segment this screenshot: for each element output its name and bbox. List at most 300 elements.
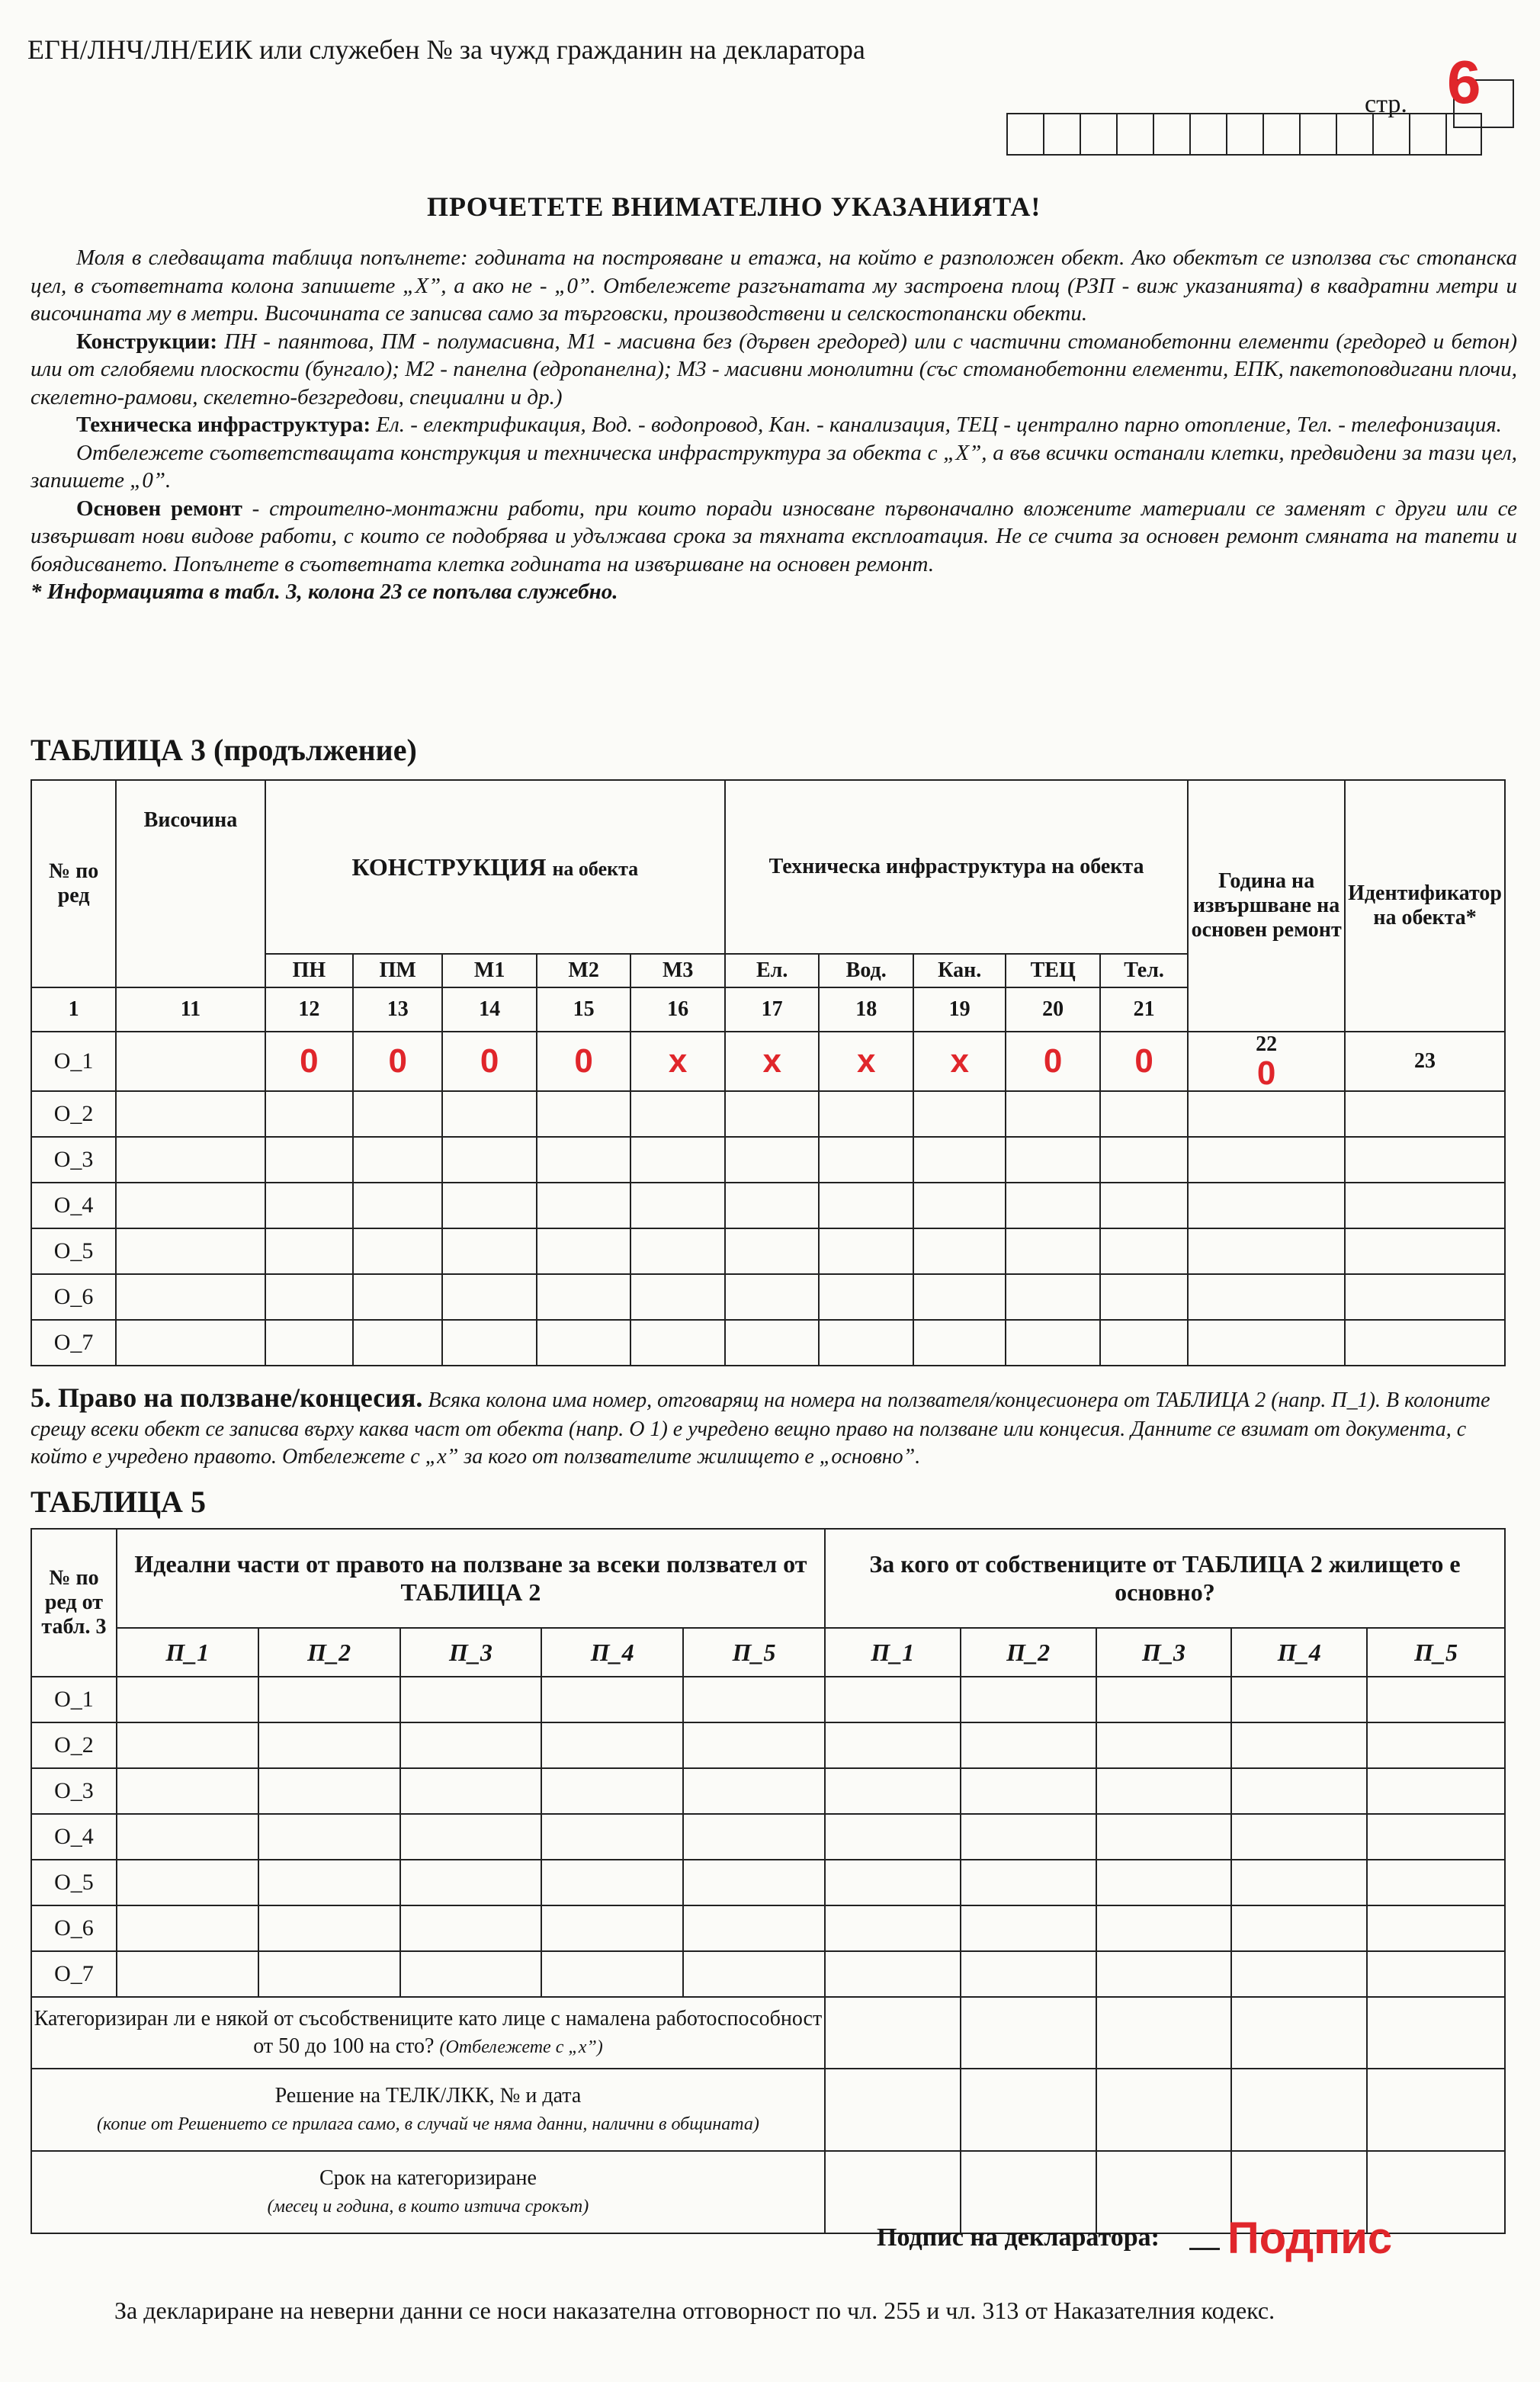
input-cell[interactable] xyxy=(258,1677,400,1722)
input-cell[interactable] xyxy=(117,1905,258,1951)
table-row xyxy=(31,1677,1505,1722)
input-cell[interactable] xyxy=(116,1091,265,1137)
input-cell[interactable] xyxy=(1188,1228,1345,1274)
input-cell[interactable] xyxy=(116,1320,265,1366)
input-cell[interactable] xyxy=(537,1091,631,1137)
input-cell[interactable] xyxy=(265,1091,353,1137)
section5-title: 5. Право на ползване/концесия. xyxy=(30,1382,423,1413)
input-cell[interactable] xyxy=(353,1274,442,1320)
input-cell[interactable] xyxy=(1231,2069,1367,2151)
id-digit-box[interactable] xyxy=(1080,113,1116,156)
input-cell[interactable] xyxy=(117,1814,258,1860)
input-cell[interactable] xyxy=(913,1274,1006,1320)
table-row xyxy=(31,1274,1505,1320)
input-cell[interactable] xyxy=(819,1137,913,1183)
input-cell[interactable] xyxy=(400,1860,542,1905)
input-cell[interactable] xyxy=(258,1768,400,1814)
input-cell[interactable] xyxy=(1367,1814,1505,1860)
id-digit-box[interactable] xyxy=(1226,113,1262,156)
input-cell[interactable] xyxy=(258,1722,400,1768)
table3 xyxy=(30,779,1506,1366)
t3-header-no: № по ред xyxy=(31,780,116,987)
construction-label: Конструкции: xyxy=(76,329,218,354)
t3-header-repair: Година на извършване на основен ремонт xyxy=(1188,780,1345,1032)
t5-header-main: За кого от собствениците от ТАБЛИЦА 2 жилището е основно? xyxy=(825,1529,1505,1628)
disability-question xyxy=(31,1997,825,2069)
input-cell[interactable] xyxy=(541,1722,683,1768)
input-cell[interactable] xyxy=(1367,1768,1505,1814)
row-label: О_1 xyxy=(31,1677,117,1722)
table-row xyxy=(31,1091,1505,1137)
t5-header-parts: Идеални части от правото на ползване за всеки ползвател от ТАБЛИЦА 2 xyxy=(117,1529,825,1628)
input-cell[interactable] xyxy=(400,1677,542,1722)
id-label: ЕГН/ЛНЧ/ЛН/ЕИК или служебен № за чужд гражданин на декларатора xyxy=(27,34,865,65)
input-cell[interactable] xyxy=(1188,1032,1345,1091)
section5-text xyxy=(30,1380,1517,1472)
input-cell[interactable] xyxy=(1231,1768,1367,1814)
t5-col-owner: П_4 xyxy=(1231,1628,1367,1677)
input-cell[interactable] xyxy=(541,1951,683,1997)
t3-col-number: 21 xyxy=(1100,987,1188,1032)
table-row xyxy=(31,1137,1505,1183)
categorization-term xyxy=(31,2151,825,2233)
id-digit-box[interactable] xyxy=(1262,113,1299,156)
categorization-term-note: (месец и година, в които изтича срокът) xyxy=(267,2197,589,2217)
input-cell[interactable] xyxy=(1096,1905,1232,1951)
input-cell[interactable] xyxy=(961,1814,1096,1860)
input-cell[interactable] xyxy=(1096,1860,1232,1905)
t3-col-number: 12 xyxy=(265,987,353,1032)
input-cell[interactable] xyxy=(1188,1091,1345,1137)
input-cell[interactable] xyxy=(819,1274,913,1320)
input-cell[interactable] xyxy=(913,1320,1006,1366)
input-cell[interactable] xyxy=(117,1951,258,1997)
input-cell[interactable] xyxy=(961,2069,1096,2151)
t3-col-number: 23 xyxy=(1414,1049,1436,1073)
table-row xyxy=(31,1905,1505,1951)
t5-col-user: П_4 xyxy=(541,1628,683,1677)
input-cell[interactable] xyxy=(265,1228,353,1274)
input-cell[interactable] xyxy=(400,1814,542,1860)
input-cell[interactable] xyxy=(1096,1722,1232,1768)
input-cell[interactable] xyxy=(961,1722,1096,1768)
input-cell[interactable] xyxy=(1100,1137,1188,1183)
t3-header-infra: Техническа инфраструктура на обекта xyxy=(725,780,1188,954)
input-cell[interactable] xyxy=(683,1768,825,1814)
id-digit-box[interactable] xyxy=(1299,113,1336,156)
input-cell[interactable] xyxy=(400,1768,542,1814)
input-cell[interactable] xyxy=(1231,1951,1367,1997)
table-row xyxy=(31,1722,1505,1768)
input-cell[interactable] xyxy=(913,1091,1006,1137)
input-cell[interactable] xyxy=(1006,1091,1100,1137)
input-cell[interactable] xyxy=(116,1228,265,1274)
row-label: О_2 xyxy=(31,1091,116,1137)
instructions-p5 xyxy=(30,495,1517,579)
id-digit-box[interactable] xyxy=(1116,113,1153,156)
input-cell[interactable] xyxy=(913,1137,1006,1183)
input-cell[interactable] xyxy=(1231,1814,1367,1860)
input-cell[interactable] xyxy=(961,1768,1096,1814)
table-row xyxy=(31,2069,1505,2151)
instructions-p1: Моля в следващата таблица попълнете: годината на построяване и етажа, на който е разположен обект. Ако обектът се използва със стопанска цел, в съответната колона запишете „X”, а ако не - „0”. Отбележете разгънатата му застроена площ (РЗП - виж указанията) в квадратни метри и височината му в метри. Височината се записва само за търговски, производствени и селскостопански обекти. xyxy=(30,246,1517,326)
input-cell[interactable] xyxy=(961,2151,1096,2233)
input-cell[interactable] xyxy=(537,1228,631,1274)
input-cell[interactable] xyxy=(442,1091,537,1137)
input-cell[interactable] xyxy=(819,1183,913,1228)
input-cell[interactable] xyxy=(630,1091,725,1137)
input-cell[interactable] xyxy=(825,1905,961,1951)
input-cell[interactable] xyxy=(725,1032,820,1091)
input-cell[interactable] xyxy=(1345,1137,1505,1183)
input-cell[interactable] xyxy=(1188,1274,1345,1320)
row-label: О_7 xyxy=(31,1951,117,1997)
input-cell[interactable] xyxy=(442,1032,537,1091)
id-digit-box[interactable] xyxy=(1006,113,1043,156)
input-cell[interactable] xyxy=(1100,1032,1188,1091)
t5-col-owner: П_2 xyxy=(961,1628,1096,1677)
input-cell[interactable] xyxy=(1345,1228,1505,1274)
t3-col-number: 14 xyxy=(442,987,537,1032)
input-cell[interactable] xyxy=(1367,1997,1505,2069)
input-cell[interactable] xyxy=(725,1183,820,1228)
id-digit-box[interactable] xyxy=(1043,113,1080,156)
input-cell[interactable] xyxy=(1231,1722,1367,1768)
input-cell[interactable] xyxy=(117,1860,258,1905)
input-cell[interactable] xyxy=(1231,1677,1367,1722)
input-cell[interactable] xyxy=(1188,1137,1345,1183)
table5-title: ТАБЛИЦА 5 xyxy=(30,1485,206,1519)
t3-col-number: 16 xyxy=(630,987,725,1032)
table-row xyxy=(31,1183,1505,1228)
input-cell[interactable] xyxy=(1096,2151,1232,2233)
signature-label: Подпис на декларатора: xyxy=(877,2223,1160,2252)
input-cell[interactable] xyxy=(1006,1320,1100,1366)
page-number: 6 xyxy=(1447,48,1481,116)
table-row xyxy=(31,1951,1505,1997)
t3-sub-header: ТЕЦ xyxy=(1006,954,1100,987)
telk-decision-text: Решение на ТЕЛК/ЛКК, № и дата xyxy=(274,2083,582,2108)
row-label: О_3 xyxy=(31,1768,117,1814)
input-cell[interactable] xyxy=(116,1032,265,1091)
signature-line xyxy=(1189,2248,1220,2250)
input-cell[interactable] xyxy=(353,1320,442,1366)
input-cell[interactable] xyxy=(1367,1722,1505,1768)
input-cell[interactable] xyxy=(1367,1677,1505,1722)
instructions-title: ПРОЧЕТЕТЕ ВНИМАТЕЛНО УКАЗАНИЯТА! xyxy=(427,191,1041,222)
input-cell[interactable] xyxy=(1096,1768,1232,1814)
t5-col-user: П_5 xyxy=(683,1628,825,1677)
input-cell[interactable] xyxy=(1100,1228,1188,1274)
input-cell[interactable] xyxy=(683,1814,825,1860)
input-cell[interactable] xyxy=(353,1091,442,1137)
input-cell[interactable] xyxy=(819,1228,913,1274)
input-cell[interactable] xyxy=(258,1951,400,1997)
input-cell[interactable] xyxy=(819,1091,913,1137)
input-cell[interactable] xyxy=(537,1137,631,1183)
categorization-term-text: Срок на категоризиране xyxy=(319,2165,537,2190)
handwritten-mark: 0 xyxy=(574,1042,593,1080)
input-cell[interactable] xyxy=(400,1951,542,1997)
input-cell[interactable] xyxy=(265,1274,353,1320)
input-cell[interactable] xyxy=(1188,1183,1345,1228)
input-cell[interactable] xyxy=(961,1951,1096,1997)
input-cell[interactable] xyxy=(630,1228,725,1274)
input-cell[interactable] xyxy=(442,1320,537,1366)
input-cell[interactable] xyxy=(541,1677,683,1722)
input-cell[interactable] xyxy=(442,1137,537,1183)
t3-col-number: 17 xyxy=(725,987,820,1032)
t3-sub-header: Ел. xyxy=(725,954,820,987)
instructions-p3 xyxy=(30,411,1517,439)
input-cell[interactable] xyxy=(1006,1032,1100,1091)
row-label: О_5 xyxy=(31,1860,117,1905)
input-cell[interactable] xyxy=(1100,1183,1188,1228)
input-cell[interactable] xyxy=(630,1183,725,1228)
input-cell[interactable] xyxy=(1188,1320,1345,1366)
id-digit-box[interactable] xyxy=(1409,113,1445,156)
input-cell[interactable] xyxy=(537,1032,631,1091)
input-cell[interactable] xyxy=(825,2151,961,2233)
table-row xyxy=(31,1997,1505,2069)
input-cell[interactable] xyxy=(913,1032,1006,1091)
t5-header-no: № по ред от табл. 3 xyxy=(31,1529,117,1677)
t3-col-number: 22 xyxy=(1256,1032,1278,1056)
input-cell[interactable] xyxy=(265,1183,353,1228)
t5-col-user: П_3 xyxy=(400,1628,542,1677)
input-cell[interactable] xyxy=(442,1274,537,1320)
input-cell[interactable] xyxy=(630,1320,725,1366)
input-cell[interactable] xyxy=(825,1768,961,1814)
table5 xyxy=(30,1528,1506,2234)
table-row xyxy=(31,1860,1505,1905)
input-cell[interactable] xyxy=(683,1860,825,1905)
input-cell[interactable] xyxy=(683,1951,825,1997)
input-cell[interactable] xyxy=(1231,1997,1367,2069)
input-cell[interactable] xyxy=(630,1274,725,1320)
disability-question-note: (Отбележете с „x”) xyxy=(439,2037,603,2057)
input-cell[interactable] xyxy=(1345,1274,1505,1320)
input-cell[interactable] xyxy=(1006,1274,1100,1320)
input-cell[interactable] xyxy=(961,1997,1096,2069)
page-label: стр. xyxy=(1365,90,1407,118)
t3-col-number: 19 xyxy=(913,987,1006,1032)
t5-col-user: П_1 xyxy=(117,1628,258,1677)
input-cell[interactable] xyxy=(1096,1677,1232,1722)
t3-header-construction xyxy=(265,780,725,954)
handwritten-mark: 0 xyxy=(480,1042,499,1080)
input-cell[interactable] xyxy=(1006,1228,1100,1274)
input-cell[interactable] xyxy=(961,1905,1096,1951)
input-cell[interactable] xyxy=(1345,1091,1505,1137)
input-cell[interactable] xyxy=(258,1860,400,1905)
handwritten-mark: x xyxy=(856,1042,876,1080)
input-cell[interactable] xyxy=(725,1274,820,1320)
input-cell[interactable] xyxy=(819,1320,913,1366)
input-cell[interactable] xyxy=(117,1768,258,1814)
input-cell[interactable] xyxy=(1231,1905,1367,1951)
input-cell[interactable] xyxy=(541,1814,683,1860)
input-cell[interactable] xyxy=(825,1860,961,1905)
section5-body: Всяка колона има номер, отговарящ на номера на ползвателя/концесионера от ТАБЛИЦА 2 (напр. П_1). В колоните срещу всеки обект се записва върху каква част от обекта (напр. О 1) е учредено вещно право на ползване или концесия. Данните се взимат от документа, с който е учредено правото. Отбележете с „х” за кого от ползвателите жилището е „основно”. xyxy=(30,1388,1490,1469)
input-cell[interactable] xyxy=(1367,1860,1505,1905)
handwritten-mark: 0 xyxy=(1043,1042,1063,1080)
input-cell[interactable] xyxy=(725,1320,820,1366)
t3-header-height: Височина xyxy=(116,780,265,987)
input-cell[interactable] xyxy=(537,1320,631,1366)
input-cell[interactable] xyxy=(353,1032,442,1091)
input-cell[interactable] xyxy=(116,1183,265,1228)
input-cell[interactable] xyxy=(819,1032,913,1091)
input-cell[interactable] xyxy=(825,1951,961,1997)
input-cell[interactable] xyxy=(913,1183,1006,1228)
input-cell[interactable] xyxy=(537,1274,631,1320)
input-cell[interactable] xyxy=(116,1137,265,1183)
row-label: О_5 xyxy=(31,1228,116,1274)
input-cell[interactable] xyxy=(913,1228,1006,1274)
input-cell[interactable] xyxy=(725,1228,820,1274)
handwritten-mark: 0 xyxy=(1134,1042,1153,1080)
row-label: О_6 xyxy=(31,1905,117,1951)
table-row xyxy=(31,1228,1505,1274)
input-cell[interactable] xyxy=(1006,1137,1100,1183)
id-number-boxes[interactable] xyxy=(1006,113,1482,156)
input-cell[interactable] xyxy=(1367,1905,1505,1951)
input-cell[interactable] xyxy=(442,1228,537,1274)
table-row xyxy=(31,1814,1505,1860)
handwritten-mark: x xyxy=(668,1042,688,1080)
input-cell[interactable] xyxy=(1096,1997,1232,2069)
signature[interactable]: Подпис xyxy=(1227,2213,1393,2263)
input-cell[interactable] xyxy=(1367,2069,1505,2151)
row-label: О_7 xyxy=(31,1320,116,1366)
input-cell[interactable] xyxy=(1100,1091,1188,1137)
disability-question-text: Категоризиран ли е някой от съсобствениците като лице с намалена работоспособност от 50 до 100 на сто? xyxy=(34,2006,823,2058)
input-cell[interactable] xyxy=(825,2069,961,2151)
input-cell[interactable] xyxy=(117,1677,258,1722)
table-row xyxy=(31,1032,1505,1091)
input-cell[interactable] xyxy=(1367,1951,1505,1997)
t3-construction-title: КОНСТРУКЦИЯ xyxy=(351,852,547,881)
handwritten-mark: 0 xyxy=(388,1042,407,1080)
input-cell[interactable] xyxy=(1231,1860,1367,1905)
input-cell[interactable] xyxy=(1096,2069,1232,2151)
input-cell[interactable] xyxy=(1345,1183,1505,1228)
input-cell[interactable] xyxy=(265,1320,353,1366)
input-cell[interactable] xyxy=(961,1677,1096,1722)
table-row xyxy=(31,1320,1505,1366)
input-cell[interactable] xyxy=(541,1768,683,1814)
input-cell[interactable] xyxy=(116,1274,265,1320)
input-cell[interactable] xyxy=(353,1137,442,1183)
input-cell[interactable] xyxy=(1006,1183,1100,1228)
input-cell[interactable] xyxy=(1096,1951,1232,1997)
footer-notice: За деклариране на неверни данни се носи наказателна отговорност по чл. 255 и чл. 313 от Наказателния кодекс. xyxy=(114,2297,1275,2324)
handwritten-mark: x xyxy=(950,1042,969,1080)
input-cell[interactable] xyxy=(442,1183,537,1228)
input-cell[interactable] xyxy=(961,1860,1096,1905)
input-cell[interactable] xyxy=(400,1722,542,1768)
input-cell[interactable] xyxy=(1096,1814,1232,1860)
input-cell[interactable] xyxy=(825,1997,961,2069)
row-label: О_1 xyxy=(31,1032,116,1091)
input-cell[interactable] xyxy=(683,1722,825,1768)
construction-text: ПН - паянтова, ПМ - полумасивна, М1 - масивна без (дървен гредоред) или с частични стоманобетонни елементи (гредоред и бетон) или от сглобяеми плоскости (бунгало); М2 - панелна (едропанелна); М3 - масивни монолитни (със стоманобетонни елементи, ЕПК, пакетоповдигани плочи, скелетно-рамови, скелетно-безгредови, специални и др.) xyxy=(30,329,1518,409)
t3-sub-header: М1 xyxy=(442,954,537,987)
input-cell[interactable] xyxy=(630,1137,725,1183)
t3-header-id: Идентификатор на обекта* xyxy=(1345,780,1505,1032)
input-cell[interactable] xyxy=(265,1032,353,1091)
input-cell[interactable] xyxy=(825,1814,961,1860)
t3-col-number: 13 xyxy=(353,987,442,1032)
input-cell[interactable] xyxy=(1100,1320,1188,1366)
t5-col-owner: П_1 xyxy=(825,1628,961,1677)
input-cell[interactable] xyxy=(258,1814,400,1860)
t3-construction-suffix: на обекта xyxy=(552,857,639,880)
input-cell[interactable] xyxy=(258,1905,400,1951)
instructions-p2 xyxy=(30,328,1517,412)
input-cell[interactable] xyxy=(825,1677,961,1722)
input-cell[interactable] xyxy=(630,1032,725,1091)
input-cell[interactable] xyxy=(683,1677,825,1722)
t5-col-owner: П_3 xyxy=(1096,1628,1232,1677)
table3-title: ТАБЛИЦА 3 (продължение) xyxy=(30,733,417,767)
instructions-text xyxy=(30,244,1517,606)
t3-sub-header: М3 xyxy=(630,954,725,987)
input-cell[interactable] xyxy=(1345,1032,1505,1091)
input-cell[interactable] xyxy=(1100,1274,1188,1320)
infra-label: Техническа инфраструктура: xyxy=(76,413,371,438)
row-label: О_4 xyxy=(31,1183,116,1228)
input-cell[interactable] xyxy=(265,1137,353,1183)
id-digit-box[interactable] xyxy=(1153,113,1189,156)
input-cell[interactable] xyxy=(537,1183,631,1228)
t3-col-number: 15 xyxy=(537,987,631,1032)
input-cell[interactable] xyxy=(541,1905,683,1951)
row-label: О_2 xyxy=(31,1722,117,1768)
row-label: О_6 xyxy=(31,1274,116,1320)
input-cell[interactable] xyxy=(1345,1320,1505,1366)
row-label: О_4 xyxy=(31,1814,117,1860)
telk-decision xyxy=(31,2069,825,2151)
t5-col-owner: П_5 xyxy=(1367,1628,1505,1677)
input-cell[interactable] xyxy=(117,1722,258,1768)
input-cell[interactable] xyxy=(541,1860,683,1905)
t3-sub-header: М2 xyxy=(537,954,631,987)
t3-col-number: 18 xyxy=(819,987,913,1032)
input-cell[interactable] xyxy=(353,1183,442,1228)
input-cell[interactable] xyxy=(400,1905,542,1951)
instructions-p4: Отбележете съответстващата конструкция и техническа инфраструктура за обекта с „X”, а във всички останали клетки, предвидени за тази цел, запишете „0”. xyxy=(30,440,1517,493)
input-cell[interactable] xyxy=(725,1137,820,1183)
infra-text: Ел. - електрификация, Вод. - водопровод, Кан. - канализация, ТЕЦ - централно парно отопление, Тел. - телефонизация. xyxy=(376,413,1502,438)
t3-col-number: 1 xyxy=(31,987,116,1032)
id-digit-box[interactable] xyxy=(1336,113,1372,156)
t5-col-user: П_2 xyxy=(258,1628,400,1677)
t3-sub-header: Вод. xyxy=(819,954,913,987)
input-cell[interactable] xyxy=(683,1905,825,1951)
input-cell[interactable] xyxy=(725,1091,820,1137)
handwritten-mark: 0 xyxy=(1256,1055,1276,1092)
t3-sub-header: ПН xyxy=(265,954,353,987)
t3-sub-header: ПМ xyxy=(353,954,442,987)
input-cell[interactable] xyxy=(353,1228,442,1274)
table-row xyxy=(31,1768,1505,1814)
id-digit-box[interactable] xyxy=(1189,113,1226,156)
input-cell[interactable] xyxy=(825,1722,961,1768)
id-digit-box[interactable] xyxy=(1372,113,1409,156)
telk-decision-note: (копие от Решението се прилага само, в случай че няма данни, налични в общината) xyxy=(97,2114,759,2134)
